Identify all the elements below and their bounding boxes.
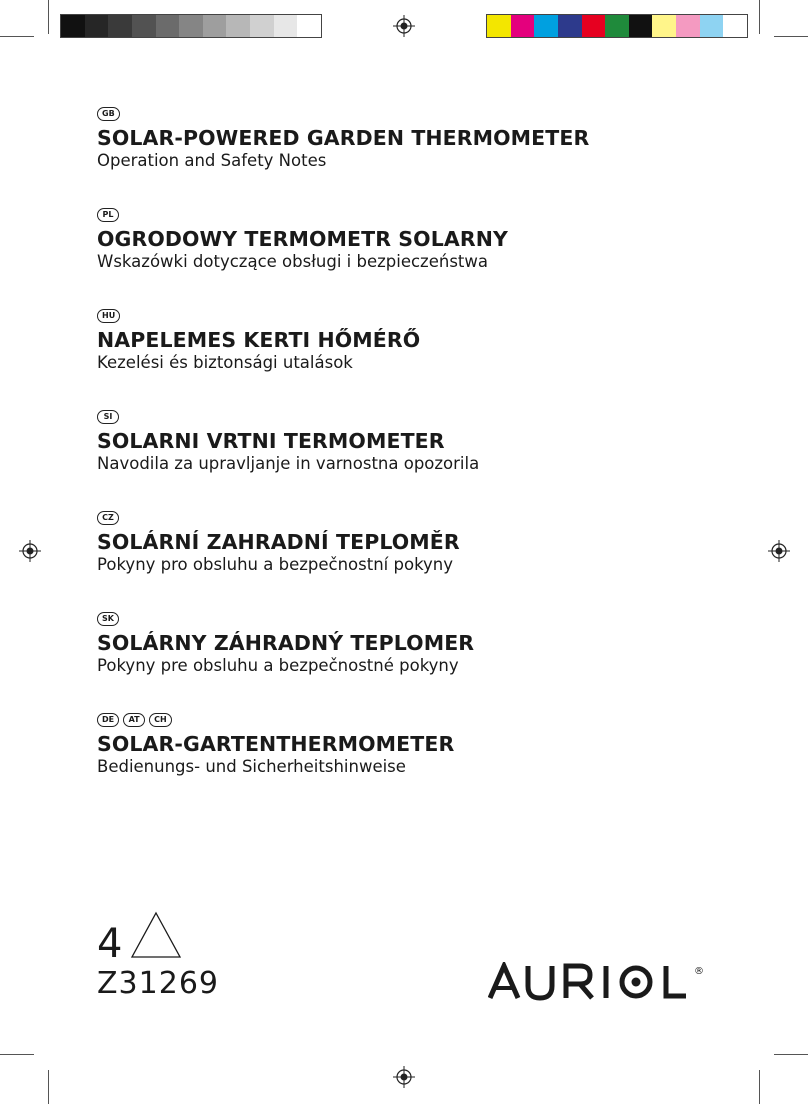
crop-mark-bottom-left-h	[0, 1054, 34, 1055]
language-section-si	[97, 410, 737, 474]
language-badges	[97, 208, 737, 222]
color-swatch	[676, 15, 700, 37]
language-badges	[97, 713, 737, 727]
color-swatch	[179, 15, 203, 37]
color-swatch	[582, 15, 606, 37]
crop-mark-top-right-v	[759, 0, 760, 34]
product-subtitle: Navodila za upravljanje in varnostna opozorila	[97, 454, 480, 473]
crop-mark-top-left-h	[0, 36, 34, 37]
language-badge: SI	[97, 410, 119, 424]
registration-mark-icon	[19, 540, 41, 562]
color-swatch	[108, 15, 132, 37]
color-swatch	[605, 15, 629, 37]
language-badges	[97, 309, 737, 323]
color-swatch	[487, 15, 511, 37]
product-subtitle: Pokyny pro obsluhu a bezpečnostní pokyny	[97, 555, 454, 574]
color-swatch	[297, 15, 321, 37]
product-title: SOLARNI VRTNI TERMOMETER	[97, 429, 445, 453]
color-swatch	[629, 15, 653, 37]
language-section-sk	[97, 612, 737, 676]
color-swatch	[132, 15, 156, 37]
product-title: SOLAR-POWERED GARDEN THERMOMETER	[97, 126, 590, 150]
product-title: SOLÁRNÍ ZAHRADNÍ TEPLOMĚR	[97, 530, 460, 554]
color-swatch	[250, 15, 274, 37]
color-swatch	[534, 15, 558, 37]
language-badges	[97, 410, 737, 424]
color-swatch	[156, 15, 180, 37]
language-badges	[97, 511, 737, 525]
product-title: OGRODOWY TERMOMETR SOLARNY	[97, 227, 508, 251]
language-badges	[97, 612, 737, 626]
language-section-hu	[97, 309, 737, 373]
language-badge: PL	[97, 208, 119, 222]
language-badges	[97, 107, 737, 121]
auriol-logo	[488, 962, 716, 1002]
language-badge: AT	[123, 713, 145, 727]
color-swatch	[203, 15, 227, 37]
product-subtitle: Kezelési és biztonsági utalások	[97, 353, 353, 372]
crop-mark-bottom-left-v	[48, 1070, 49, 1104]
color-swatch	[723, 15, 747, 37]
product-subtitle: Operation and Safety Notes	[97, 151, 327, 170]
product-title: SOLAR-GARTENTHERMOMETER	[97, 732, 455, 756]
crop-mark-top-left-v	[48, 0, 49, 34]
color-swatch	[652, 15, 676, 37]
language-badge: DE	[97, 713, 119, 727]
model-number: Z31269	[97, 966, 219, 1001]
color-calibration-bar	[486, 14, 748, 38]
triangle-icon	[130, 911, 182, 959]
product-title: NAPELEMES KERTI HŐMÉRŐ	[97, 328, 421, 352]
color-swatch	[700, 15, 724, 37]
product-subtitle: Bedienungs- und Sicherheitshinweise	[97, 757, 406, 776]
crop-mark-bottom-right-v	[759, 1070, 760, 1104]
language-section-cz	[97, 511, 737, 575]
product-subtitle: Wskazówki dotyczące obsługi i bezpieczeństwa	[97, 252, 488, 271]
color-swatch	[558, 15, 582, 37]
product-title: SOLÁRNY ZÁHRADNÝ TEPLOMER	[97, 631, 475, 655]
registration-mark-icon	[393, 15, 415, 37]
class-number: 4	[97, 921, 123, 967]
color-swatch	[511, 15, 535, 37]
color-swatch	[85, 15, 109, 37]
color-swatch	[274, 15, 298, 37]
crop-mark-bottom-right-h	[774, 1054, 808, 1055]
language-badge: CH	[149, 713, 172, 727]
language-section-gb	[97, 107, 737, 171]
color-swatch	[226, 15, 250, 37]
language-section-pl	[97, 208, 737, 272]
registered-mark: ®	[694, 966, 704, 977]
color-swatch	[61, 15, 85, 37]
crop-mark-top-right-h	[774, 36, 808, 37]
language-section-de	[97, 713, 737, 777]
language-badge: HU	[97, 309, 120, 323]
product-subtitle: Pokyny pre obsluhu a bezpečnostné pokyny	[97, 656, 459, 675]
registration-mark-icon	[768, 540, 790, 562]
grayscale-calibration-bar	[60, 14, 322, 38]
language-badge: CZ	[97, 511, 119, 525]
language-badge: SK	[97, 612, 119, 626]
language-badge: GB	[97, 107, 120, 121]
registration-mark-icon	[393, 1066, 415, 1088]
